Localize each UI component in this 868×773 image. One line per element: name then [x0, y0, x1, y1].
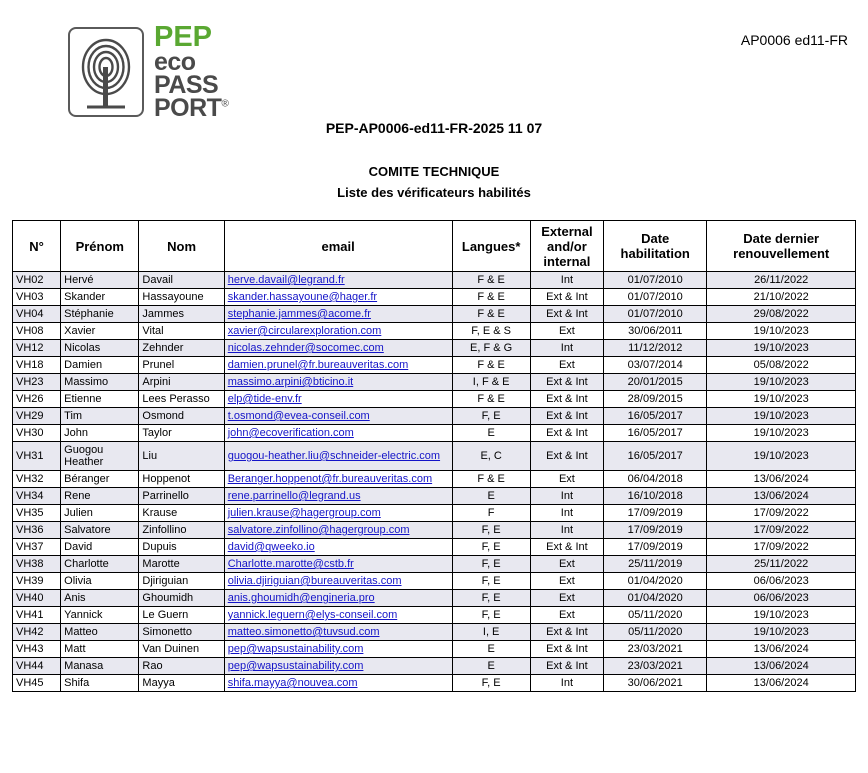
cell-languages: F, E [452, 675, 530, 692]
fingerprint-tree-svg [77, 37, 135, 111]
cell-languages: F, E [452, 408, 530, 425]
title-block [0, 120, 868, 200]
cell-firstname: Olivia [61, 573, 139, 590]
cell-date-habilitation: 23/03/2021 [604, 658, 707, 675]
cell-date-renouvellement: 17/09/2022 [707, 505, 856, 522]
cell-email-link[interactable]: david@qweeko.io [224, 539, 452, 556]
cell-number: VH37 [13, 539, 61, 556]
cell-languages: F [452, 505, 530, 522]
cell-number: VH29 [13, 408, 61, 425]
cell-date-habilitation: 16/05/2017 [604, 425, 707, 442]
fingerprint-tree-icon [68, 27, 144, 117]
cell-number: VH36 [13, 522, 61, 539]
cell-email-link[interactable]: nicolas.zehnder@socomec.com [224, 340, 452, 357]
cell-firstname: Guogou Heather [61, 442, 139, 471]
cell-languages: E, F & G [452, 340, 530, 357]
cell-date-renouvellement: 29/08/2022 [707, 306, 856, 323]
cell-number: VH43 [13, 641, 61, 658]
table-row [13, 374, 856, 391]
table-row [13, 306, 856, 323]
cell-languages: E [452, 658, 530, 675]
table-row [13, 505, 856, 522]
cell-date-renouvellement: 19/10/2023 [707, 425, 856, 442]
cell-lastname: Marotte [139, 556, 224, 573]
cell-number: VH38 [13, 556, 61, 573]
cell-number: VH45 [13, 675, 61, 692]
cell-languages: F, E [452, 522, 530, 539]
cell-external-internal: Ext [530, 357, 603, 374]
cell-external-internal: Ext & Int [530, 442, 603, 471]
cell-email-link[interactable]: stephanie.jammes@acome.fr [224, 306, 452, 323]
table-row [13, 357, 856, 374]
cell-external-internal: Ext [530, 607, 603, 624]
cell-external-internal: Ext & Int [530, 624, 603, 641]
verifiers-table [12, 220, 856, 692]
cell-date-renouvellement: 19/10/2023 [707, 442, 856, 471]
cell-external-internal: Ext & Int [530, 425, 603, 442]
cell-email-link[interactable]: herve.davail@legrand.fr [224, 272, 452, 289]
cell-languages: F, E [452, 556, 530, 573]
cell-email-link[interactable]: massimo.arpini@bticino.it [224, 374, 452, 391]
cell-date-habilitation: 20/01/2015 [604, 374, 707, 391]
cell-number: VH30 [13, 425, 61, 442]
cell-number: VH44 [13, 658, 61, 675]
table-row [13, 641, 856, 658]
cell-email-link[interactable]: pep@wapsustainability.com [224, 641, 452, 658]
col-header-date-habilitation [604, 221, 707, 272]
extint-line-2: and/or [547, 238, 587, 254]
cell-firstname: John [61, 425, 139, 442]
cell-date-renouvellement: 13/06/2024 [707, 658, 856, 675]
cell-external-internal: Ext [530, 590, 603, 607]
cell-date-renouvellement: 17/09/2022 [707, 522, 856, 539]
cell-lastname: Davail [139, 272, 224, 289]
cell-date-renouvellement: 13/06/2024 [707, 675, 856, 692]
logo-port-text: PORT [154, 93, 222, 122]
table-body [13, 272, 856, 692]
cell-external-internal: Ext [530, 573, 603, 590]
extint-line-1: External [541, 223, 593, 239]
logo-line-pep: PEP [154, 21, 213, 53]
cell-firstname: Salvatore [61, 522, 139, 539]
cell-firstname: Stéphanie [61, 306, 139, 323]
page-title: Liste des vérificateurs habilités [337, 185, 531, 200]
cell-date-renouvellement: 06/06/2023 [707, 573, 856, 590]
cell-date-habilitation: 01/04/2020 [604, 590, 707, 607]
cell-date-habilitation: 01/07/2010 [604, 289, 707, 306]
cell-external-internal: Int [530, 505, 603, 522]
cell-email-link[interactable]: rene.parrinello@legrand.us [224, 488, 452, 505]
cell-number: VH03 [13, 289, 61, 306]
table-row [13, 289, 856, 306]
cell-languages: F, E [452, 607, 530, 624]
cell-date-habilitation: 06/04/2018 [604, 471, 707, 488]
cell-date-habilitation: 16/10/2018 [604, 488, 707, 505]
cell-languages: I, E [452, 624, 530, 641]
table-row [13, 408, 856, 425]
cell-email-link[interactable]: skander.hassayoune@hager.fr [224, 289, 452, 306]
cell-firstname: Matt [61, 641, 139, 658]
pep-ecopassport-logo [68, 21, 229, 122]
cell-email-link[interactable]: Charlotte.marotte@cstb.fr [224, 556, 452, 573]
cell-date-renouvellement: 19/10/2023 [707, 408, 856, 425]
cell-languages: E [452, 425, 530, 442]
cell-number: VH31 [13, 442, 61, 471]
cell-date-habilitation: 16/05/2017 [604, 442, 707, 471]
cell-languages: F & E [452, 272, 530, 289]
col-header-firstname: Prénom [61, 221, 139, 272]
logo-line-eco: eco [154, 47, 196, 76]
cell-firstname: Massimo [61, 374, 139, 391]
cell-email-link[interactable]: damien.prunel@fr.bureauveritas.com [224, 357, 452, 374]
col-header-email: email [224, 221, 452, 272]
cell-external-internal: Int [530, 675, 603, 692]
cell-languages: E [452, 641, 530, 658]
cell-external-internal: Ext [530, 556, 603, 573]
cell-lastname: Taylor [139, 425, 224, 442]
cell-lastname: Zinfollino [139, 522, 224, 539]
cell-date-habilitation: 30/06/2011 [604, 323, 707, 340]
table-row [13, 425, 856, 442]
cell-date-renouvellement: 19/10/2023 [707, 340, 856, 357]
cell-languages: F & E [452, 391, 530, 408]
cell-external-internal: Ext & Int [530, 306, 603, 323]
table-header-row [13, 221, 856, 272]
table-row [13, 488, 856, 505]
cell-lastname: Krause [139, 505, 224, 522]
cell-external-internal: Int [530, 272, 603, 289]
cell-firstname: David [61, 539, 139, 556]
cell-firstname: Julien [61, 505, 139, 522]
cell-date-renouvellement: 13/06/2024 [707, 488, 856, 505]
cell-external-internal: Int [530, 522, 603, 539]
cell-number: VH18 [13, 357, 61, 374]
cell-firstname: Yannick [61, 607, 139, 624]
cell-email-link[interactable]: shifa.mayya@nouvea.com [224, 675, 452, 692]
cell-email-link[interactable]: pep@wapsustainability.com [224, 658, 452, 675]
cell-date-habilitation: 17/09/2019 [604, 505, 707, 522]
cell-number: VH26 [13, 391, 61, 408]
cell-languages: E [452, 488, 530, 505]
table-row [13, 323, 856, 340]
table-row [13, 539, 856, 556]
cell-lastname: Hoppenot [139, 471, 224, 488]
cell-firstname: Tim [61, 408, 139, 425]
cell-firstname: Rene [61, 488, 139, 505]
cell-external-internal: Ext & Int [530, 408, 603, 425]
cell-languages: F & E [452, 306, 530, 323]
cell-date-renouvellement: 05/08/2022 [707, 357, 856, 374]
col-header-lastname: Nom [139, 221, 224, 272]
cell-languages: F, E [452, 590, 530, 607]
table-row [13, 272, 856, 289]
table-row [13, 658, 856, 675]
cell-firstname: Matteo [61, 624, 139, 641]
cell-number: VH02 [13, 272, 61, 289]
date-line-1: Date [641, 231, 670, 246]
cell-external-internal: Int [530, 488, 603, 505]
cell-number: VH12 [13, 340, 61, 357]
cell-lastname: Simonetto [139, 624, 224, 641]
cell-email-link[interactable]: anis.ghoumidh@engineria.pro [224, 590, 452, 607]
col-header-date-renouvellement [707, 221, 856, 272]
logo-line-port [154, 93, 229, 122]
cell-lastname: Arpini [139, 374, 224, 391]
cell-firstname: Damien [61, 357, 139, 374]
cell-email-link[interactable]: julien.krause@hagergroup.com [224, 505, 452, 522]
cell-firstname: Nicolas [61, 340, 139, 357]
verifiers-table-wrap [12, 220, 856, 692]
cell-email-link[interactable]: t.osmond@evea-conseil.com [224, 408, 452, 425]
cell-number: VH39 [13, 573, 61, 590]
cell-number: VH32 [13, 471, 61, 488]
cell-firstname: Shifa [61, 675, 139, 692]
cell-email-link[interactable]: xavier@circularexploration.com [224, 323, 452, 340]
cell-lastname: Vital [139, 323, 224, 340]
cell-date-habilitation: 01/07/2010 [604, 272, 707, 289]
cell-email-link[interactable]: yannick.leguern@elys-conseil.com [224, 607, 452, 624]
cell-number: VH08 [13, 323, 61, 340]
cell-languages: F, E & S [452, 323, 530, 340]
document-reference-title: PEP-AP0006-ed11-FR-2025 11 07 [325, 120, 543, 136]
renew-line-1: Date dernier [743, 231, 820, 246]
cell-date-renouvellement: 19/10/2023 [707, 323, 856, 340]
cell-date-habilitation: 01/04/2020 [604, 573, 707, 590]
cell-email-link[interactable]: salvatore.zinfollino@hagergroup.com [224, 522, 452, 539]
cell-lastname: Le Guern [139, 607, 224, 624]
cell-external-internal: Ext [530, 471, 603, 488]
cell-languages: E, C [452, 442, 530, 471]
cell-date-renouvellement: 26/11/2022 [707, 272, 856, 289]
cell-email-link[interactable]: matteo.simonetto@tuvsud.com [224, 624, 452, 641]
cell-lastname: Zehnder [139, 340, 224, 357]
cell-lastname: Prunel [139, 357, 224, 374]
cell-email-link[interactable]: elp@tide-env.fr [224, 391, 452, 408]
cell-firstname: Anis [61, 590, 139, 607]
cell-firstname: Etienne [61, 391, 139, 408]
cell-date-habilitation: 01/07/2010 [604, 306, 707, 323]
cell-email-link[interactable]: olivia.djiriguian@bureauveritas.com [224, 573, 452, 590]
cell-date-renouvellement: 19/10/2023 [707, 624, 856, 641]
cell-date-habilitation: 17/09/2019 [604, 522, 707, 539]
extint-line-3: internal [543, 253, 591, 269]
cell-lastname: Rao [139, 658, 224, 675]
committee-title: COMITE TECHNIQUE [368, 164, 500, 179]
cell-lastname: Ghoumidh [139, 590, 224, 607]
logo-line-pass: PASS [154, 70, 219, 99]
cell-date-habilitation: 03/07/2014 [604, 357, 707, 374]
cell-date-habilitation: 16/05/2017 [604, 408, 707, 425]
cell-number: VH42 [13, 624, 61, 641]
cell-firstname: Hervé [61, 272, 139, 289]
cell-date-habilitation: 05/11/2020 [604, 624, 707, 641]
cell-date-renouvellement: 13/06/2024 [707, 471, 856, 488]
cell-firstname: Charlotte [61, 556, 139, 573]
table-row [13, 675, 856, 692]
table-row [13, 590, 856, 607]
cell-number: VH04 [13, 306, 61, 323]
cell-date-renouvellement: 06/06/2023 [707, 590, 856, 607]
cell-date-renouvellement: 25/11/2022 [707, 556, 856, 573]
cell-external-internal: Ext & Int [530, 391, 603, 408]
cell-lastname: Van Duinen [139, 641, 224, 658]
table-row [13, 391, 856, 408]
cell-languages: I, F & E [452, 374, 530, 391]
cell-external-internal: Ext & Int [530, 641, 603, 658]
table-row [13, 624, 856, 641]
cell-date-habilitation: 17/09/2019 [604, 539, 707, 556]
table-row [13, 607, 856, 624]
cell-date-renouvellement: 19/10/2023 [707, 374, 856, 391]
cell-external-internal: Ext & Int [530, 289, 603, 306]
cell-languages: F & E [452, 289, 530, 306]
cell-date-renouvellement: 17/09/2022 [707, 539, 856, 556]
renew-line-2: renouvellement [733, 246, 830, 261]
cell-external-internal: Ext & Int [530, 539, 603, 556]
cell-languages: F, E [452, 573, 530, 590]
cell-email-link[interactable]: guogou-heather.liu@schneider-electric.com [224, 442, 452, 471]
cell-lastname: Osmond [139, 408, 224, 425]
cell-firstname: Skander [61, 289, 139, 306]
cell-lastname: Hassayoune [139, 289, 224, 306]
table-row [13, 442, 856, 471]
cell-lastname: Jammes [139, 306, 224, 323]
cell-lastname: Liu [139, 442, 224, 471]
col-header-number: N° [13, 221, 61, 272]
cell-number: VH34 [13, 488, 61, 505]
cell-number: VH41 [13, 607, 61, 624]
date-line-2: habilitation [620, 246, 690, 261]
cell-date-habilitation: 25/11/2019 [604, 556, 707, 573]
cell-external-internal: Ext [530, 323, 603, 340]
cell-number: VH23 [13, 374, 61, 391]
cell-date-renouvellement: 21/10/2022 [707, 289, 856, 306]
table-row [13, 573, 856, 590]
col-header-languages: Langues* [452, 221, 530, 272]
cell-date-renouvellement: 19/10/2023 [707, 391, 856, 408]
cell-lastname: Parrinello [139, 488, 224, 505]
cell-number: VH35 [13, 505, 61, 522]
cell-date-habilitation: 11/12/2012 [604, 340, 707, 357]
cell-date-habilitation: 23/03/2021 [604, 641, 707, 658]
cell-date-habilitation: 05/11/2020 [604, 607, 707, 624]
table-row [13, 340, 856, 357]
col-header-external-internal [530, 221, 603, 272]
cell-languages: F & E [452, 471, 530, 488]
logo-wordmark [154, 21, 229, 122]
cell-firstname: Xavier [61, 323, 139, 340]
cell-date-renouvellement: 19/10/2023 [707, 607, 856, 624]
table-row [13, 556, 856, 573]
document-code: AP0006 ed11-FR [740, 32, 848, 48]
cell-lastname: Mayya [139, 675, 224, 692]
cell-date-renouvellement: 13/06/2024 [707, 641, 856, 658]
registered-mark: ® [221, 98, 229, 110]
cell-number: VH40 [13, 590, 61, 607]
cell-external-internal: Int [530, 340, 603, 357]
cell-email-link[interactable]: Beranger.hoppenot@fr.bureauveritas.com [224, 471, 452, 488]
cell-email-link[interactable]: john@ecoverification.com [224, 425, 452, 442]
table-row [13, 522, 856, 539]
cell-external-internal: Ext & Int [530, 658, 603, 675]
cell-date-habilitation: 28/09/2015 [604, 391, 707, 408]
cell-lastname: Dupuis [139, 539, 224, 556]
cell-firstname: Manasa [61, 658, 139, 675]
cell-date-habilitation: 30/06/2021 [604, 675, 707, 692]
document-header [0, 0, 868, 122]
cell-languages: F & E [452, 357, 530, 374]
cell-lastname: Lees Perasso [139, 391, 224, 408]
cell-lastname: Djiriguian [139, 573, 224, 590]
cell-languages: F, E [452, 539, 530, 556]
cell-external-internal: Ext & Int [530, 374, 603, 391]
table-row [13, 471, 856, 488]
cell-firstname: Béranger [61, 471, 139, 488]
